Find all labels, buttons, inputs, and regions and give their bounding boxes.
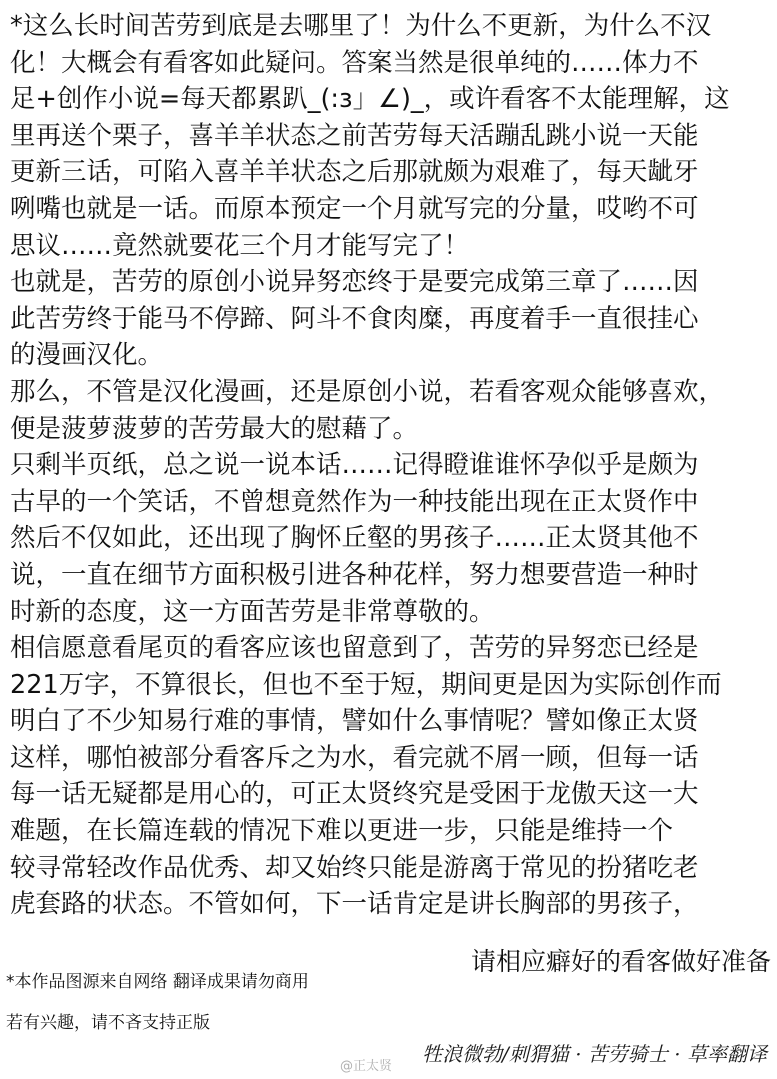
source-note: *本作品图源来自网络 翻译成果请勿商用 [6,972,309,992]
text-line: 说，一直在细节方面积极引进各种花样，努力想要营造一种时 [10,559,699,590]
text-line: 难题，在长篇连载的情况下难以更进一步，只能是维持一个 [10,816,674,847]
support-note: 若有兴趣，请不吝支持正版 [6,1013,210,1033]
text-line: 时新的态度，这一方面苦劳是非常尊敬的。 [10,596,495,627]
text-line: 然后不仅如此，还出现了胸怀丘壑的男孩子……正太贤其他不 [10,523,699,554]
text-line: 相信愿意看尾页的看客应该也留意到了，苦劳的异努恋已经是 [10,633,699,664]
text-line: 里再送个栗子，喜羊羊状态之前苦劳每天活蹦乱跳小说一天能 [10,120,699,151]
text-line: *这么长时间苦劳到底是去哪里了！为什么不更新，为什么不汉 [10,11,712,41]
text-line: 那么，不管是汉化漫画，还是原创小说，若看客观众能够喜欢， [10,376,725,407]
watermark: @正太贤 [340,1059,393,1074]
text-line: 更新三话，可陷入喜羊羊状态之后那就颇为艰难了，每天龇牙 [10,157,699,188]
text-line: 咧嘴也就是一话。而原本预定一个月就写完的分量，哎哟不可 [10,193,699,224]
text-line: 思议……竟然就要花三个月才能写完了！ [10,230,470,261]
text-line: 便是菠萝菠萝的苦劳最大的慰藉了。 [10,413,419,444]
text-line: 这样，哪怕被部分看客斥之为水，看完就不屑一顾，但每一话 [10,742,699,773]
text-line: 的漫画汉化。 [10,340,164,371]
text-line: 较寻常轻改作品优秀、却又始终只能是游离于常见的扮猪吃老 [10,852,699,883]
translator-credits: 牲浪微勃/刺猬猫 · 苦劳骑士 · 草率翻译 [422,1042,767,1066]
text-line: 明白了不少知易行难的事情，譬如什么事情呢？譬如像正太贤 [10,706,699,737]
text-line: 只剩半页纸，总之说一说本话……记得瞪谁谁怀孕似乎是颇为 [10,450,699,481]
text-line: 也就是，苦劳的原创小说异努恋终于是要完成第三章了……因 [10,267,699,298]
text-line: 每一话无疑都是用心的，可正太贤终究是受困于龙傲天这一大 [10,779,699,810]
text-line: 221万字，不算很长，但也不至于短，期间更是因为实际创作而 [10,669,722,700]
text-line: 此苦劳终于能马不停蹄、阿斗不食肉糜，再度着手一直很挂心 [10,303,699,334]
closing-line: 请相应癖好的看客做好准备 [470,947,771,976]
text-line: 足+创作小说=每天都累趴_(:з」∠)_，或许看客不太能理解，这 [10,84,730,115]
text-line: 化！大概会有看客如此疑问。答案当然是很单纯的……体力不 [10,47,699,78]
afterword-text [10,8,774,923]
text-line: 虎套路的状态。不管如何，下一话肯定是讲长胸部的男孩子， [10,889,699,920]
text-line: 古早的一个笑话，不曾想竟然作为一种技能出现在正太贤作中 [10,486,699,517]
